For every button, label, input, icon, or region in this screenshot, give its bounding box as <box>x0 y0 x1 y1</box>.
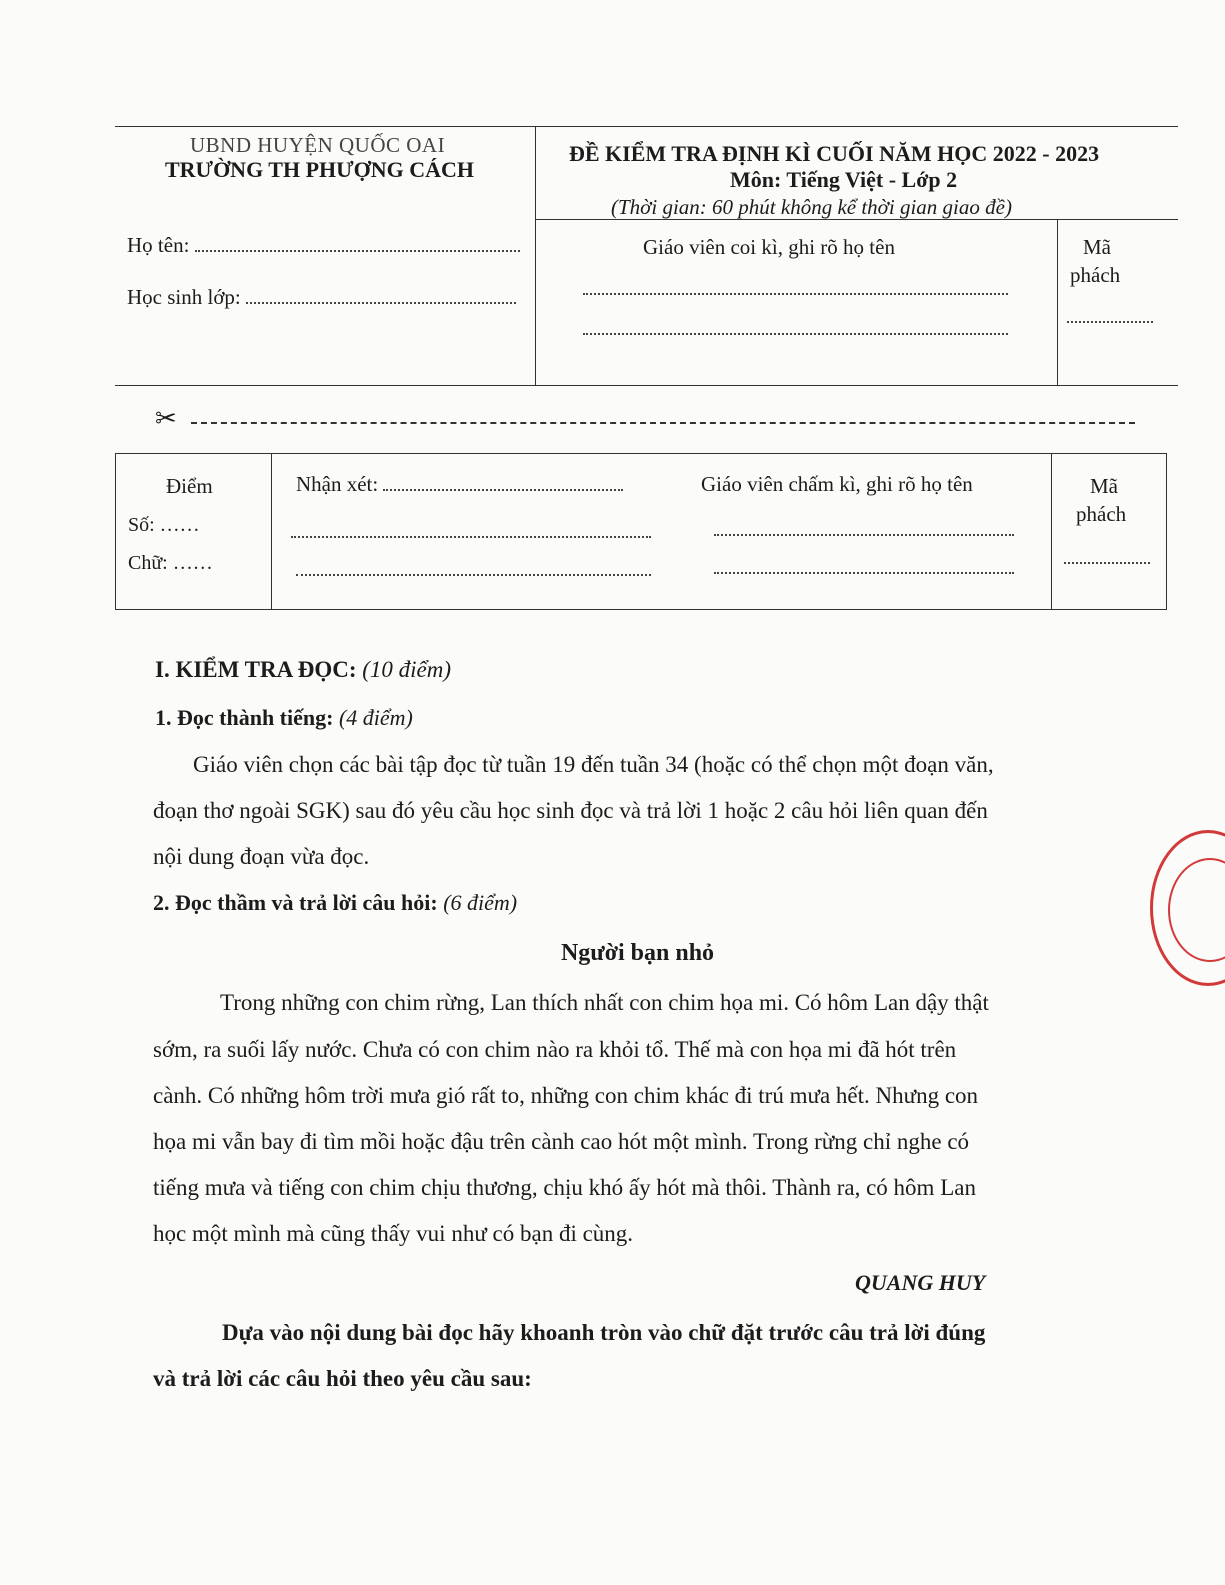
score-word-field[interactable] <box>128 552 213 575</box>
score-number-field[interactable] <box>128 514 200 537</box>
part-1-text-line-1: Giáo viên chọn các bài tập đọc từ tuần 19 đến tuần 34 (hoặc có thể chọn một đoạn văn, <box>193 752 994 777</box>
exam-subject: Môn: Tiếng Việt - Lớp 2 <box>730 167 958 192</box>
header-box <box>115 126 1178 386</box>
story-author: QUANG HUY <box>855 1270 986 1295</box>
score-ma-phach-2: phách <box>1076 502 1127 526</box>
part-1-text-line-2: đoạn thơ ngoài SGK) sau đó yêu cầu học sinh đọc và trả lời 1 hoặc 2 câu hỏi liên quan đến <box>153 798 988 823</box>
grader-blank-2[interactable] <box>714 556 1014 574</box>
proctor-label: Giáo viên coi kì, ghi rõ họ tên <box>643 235 895 259</box>
story-title: Người bạn nhỏ <box>560 940 715 966</box>
score-ma-phach-blank[interactable] <box>1064 546 1150 564</box>
story-line-4: họa mi vẫn bay đi tìm mồi hoặc đậu trên cành cao hót một mình. Trong rừng chỉ nghe có <box>153 1129 970 1154</box>
section-1-title-text: I. KIỂM TRA ĐỌC: <box>155 657 357 682</box>
exam-title: ĐỀ KIỂM TRA ĐỊNH KÌ CUỐI NĂM HỌC 2022 - 2023 <box>569 141 1100 166</box>
proctor-blank-1[interactable] <box>583 277 1008 295</box>
part-1-title-text: 1. Đọc thành tiếng: <box>155 705 334 730</box>
part-1-points: (4 điểm) <box>338 705 413 730</box>
score-label: Điểm <box>166 474 213 498</box>
student-class-label: Học sinh lớp: <box>127 285 247 309</box>
district-name: UBND HUYỆN QUỐC OAI <box>190 133 446 157</box>
part-2-points: (6 điểm) <box>443 890 518 915</box>
cut-line <box>155 404 1135 434</box>
comment-field[interactable] <box>296 472 623 497</box>
ma-phach-blank[interactable] <box>1067 305 1153 323</box>
student-class-blank[interactable] <box>246 286 516 304</box>
story-line-5: tiếng mưa và tiếng con chim chịu thương, chịu khó ấy hót mà thôi. Thành ra, có hôm Lan <box>153 1175 976 1200</box>
school-name: TRƯỜNG TH PHƯỢNG CÁCH <box>165 157 475 182</box>
grader-blank-1[interactable] <box>714 518 1014 536</box>
instruction-line-2: và trả lời các câu hỏi theo yêu cầu sau: <box>153 1366 532 1391</box>
part-2-title <box>153 890 517 916</box>
part-1-title <box>155 705 413 731</box>
grader-label: Giáo viên chấm kì, ghi rõ họ tên <box>701 472 973 496</box>
header-divider <box>535 127 536 385</box>
story-line-2: sớm, ra suối lấy nước. Chưa có con chim nào ra khỏi tổ. Thế mà con họa mi đã hót trên <box>153 1037 957 1062</box>
student-class-field[interactable] <box>127 285 516 310</box>
story-line-6: học một mình mà cũng thấy vui như có bạn đi cùng. <box>153 1221 634 1246</box>
part-1-text-line-3: nội dung đoạn vừa đọc. <box>153 844 370 869</box>
score-divider-2 <box>1051 454 1052 609</box>
section-1-points: (10 điểm) <box>362 657 452 682</box>
comment-label: Nhận xét: <box>296 472 384 496</box>
ma-phach-label-2: phách <box>1070 263 1121 287</box>
exam-time: (Thời gian: 60 phút không kể thời gian giao đề) <box>611 195 1012 219</box>
cut-dash <box>191 422 1135 424</box>
comment-blank-3[interactable] <box>296 558 651 576</box>
story-line-3: cành. Có những hôm trời mưa gió rất to, những con chim khác đi trú mưa hết. Nhưng con <box>153 1083 979 1108</box>
instruction-line-1: Dựa vào nội dung bài đọc hãy khoanh tròn vào chữ đặt trước câu trả lời đúng <box>222 1320 986 1345</box>
score-box <box>115 453 1167 610</box>
comment-blank-1[interactable] <box>383 473 623 491</box>
section-1-title <box>155 657 451 683</box>
score-number-label: Số: …… <box>128 514 200 536</box>
score-ma-phach-1: Mã <box>1090 474 1118 498</box>
comment-blank-2[interactable] <box>291 520 651 538</box>
part-2-title-text: 2. Đọc thầm và trả lời câu hỏi: <box>153 890 438 915</box>
score-divider-1 <box>271 454 272 609</box>
student-name-label: Họ tên: <box>127 233 195 257</box>
header-divider-ma-phach <box>1057 219 1058 385</box>
scissors-icon: ✂ <box>155 404 177 434</box>
student-name-blank[interactable] <box>195 234 520 252</box>
ma-phach-label-1: Mã <box>1083 235 1111 259</box>
story-line-1: Trong những con chim rừng, Lan thích nhất con chim họa mi. Có hôm Lan dậy thật <box>220 990 989 1015</box>
proctor-blank-2[interactable] <box>583 317 1008 335</box>
score-word-label: Chữ: …… <box>128 552 213 574</box>
student-name-field[interactable] <box>127 233 520 258</box>
